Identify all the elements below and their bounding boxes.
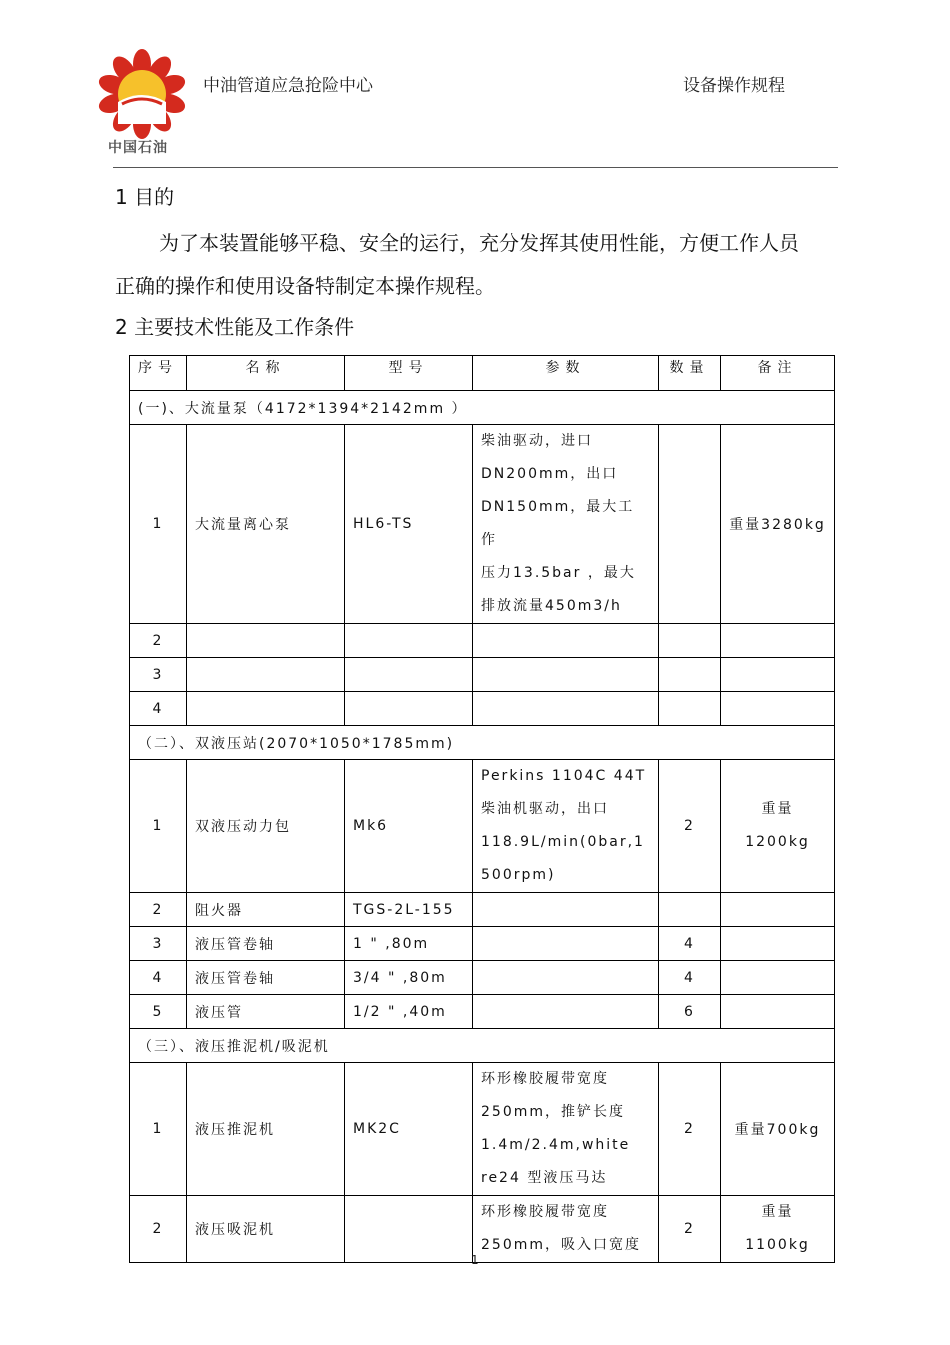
param-line: 500rpm) [481, 867, 556, 883]
cell-note [721, 760, 835, 893]
cell-note [721, 995, 835, 1029]
param-line: 排放流量450m3/h [481, 598, 622, 614]
cell-name: 液压管卷轴 [187, 961, 345, 995]
note-line: 重量 [761, 801, 794, 817]
cell-no: 1 [130, 760, 187, 893]
group-row [130, 1029, 835, 1063]
cell-note [721, 961, 835, 995]
section-2-title: 2 主要技术性能及工作条件 [115, 315, 355, 339]
table-row [130, 961, 835, 995]
param-line: 250mm，吸入口宽度 [481, 1237, 641, 1253]
organization-name: 中油管道应急抢险中心 [203, 76, 373, 96]
param-line: DN200mm，出口 [481, 466, 619, 482]
table-row [130, 760, 835, 893]
cell-model: 1/2 " ,40m [345, 995, 473, 1029]
cell-name: 双液压动力包 [187, 760, 345, 893]
cell-no: 4 [130, 961, 187, 995]
cell-model: TGS-2L-155 [345, 893, 473, 927]
cell-params [473, 425, 659, 624]
table-header-row [130, 356, 835, 391]
param-line: 压力13.5bar ，最大 [481, 565, 636, 581]
note-line: 重量 [761, 1204, 794, 1220]
cell-qty: 4 [659, 961, 721, 995]
cell-note [721, 927, 835, 961]
cell-no: 2 [130, 624, 187, 658]
section-1-title: 1 目的 [115, 185, 175, 209]
cell-model: HL6-TS [345, 425, 473, 624]
cell-model: 1 " ,80m [345, 927, 473, 961]
cell-params [473, 760, 659, 893]
header-cell: 数量 [659, 356, 721, 391]
cell-qty [659, 425, 721, 624]
cell-name: 液压管 [187, 995, 345, 1029]
param-line: 环形橡胶履带宽度 [481, 1204, 609, 1220]
group-title: (一)、大流量泵（4172*1394*2142mm ） [130, 391, 835, 425]
param-line: re24 型液压马达 [481, 1170, 608, 1186]
cell-qty: 6 [659, 995, 721, 1029]
group-row [130, 726, 835, 760]
param-line: Perkins 1104C 44T [481, 768, 647, 784]
header-cell: 名称 [187, 356, 345, 391]
cell-params [473, 1196, 659, 1263]
cell-note: 重量3280kg [721, 425, 835, 624]
document-type: 设备操作规程 [683, 76, 785, 96]
cell-model [345, 1196, 473, 1263]
header-cell: 参数 [473, 356, 659, 391]
header-divider [113, 167, 838, 168]
group-title: （二）、双液压站(2070*1050*1785mm) [130, 726, 835, 760]
cell-name: 液压吸泥机 [187, 1196, 345, 1263]
cell-no: 2 [130, 893, 187, 927]
note-line: 1200kg [745, 834, 810, 850]
section-1-text: 为了本装置能够平稳、安全的运行，充分发挥其使用性能，方便工作人员正确的操作和使用设备特制定本操作规程。 [115, 231, 799, 298]
param-line: 柴油机驱动，出口 [481, 801, 609, 817]
section-1-body [115, 222, 815, 308]
cell-no: 1 [130, 425, 187, 624]
group-title: （三）、液压推泥机/吸泥机 [130, 1029, 835, 1063]
header-cell: 型号 [345, 356, 473, 391]
cell-note [721, 893, 835, 927]
table-row [130, 927, 835, 961]
logo-text: 中国石油 [108, 140, 168, 156]
header-cell: 备注 [721, 356, 835, 391]
cell-name: 阻火器 [187, 893, 345, 927]
cell-note: 重量700kg [721, 1063, 835, 1196]
table-row [130, 1063, 835, 1196]
cell-qty [659, 893, 721, 927]
cell-no: 3 [130, 927, 187, 961]
param-line: 250mm，推铲长度 [481, 1104, 625, 1120]
cell-no: 3 [130, 658, 187, 692]
cell-qty: 2 [659, 1196, 721, 1263]
table-row [130, 692, 835, 726]
cell-no: 2 [130, 1196, 187, 1263]
cell-name: 液压推泥机 [187, 1063, 345, 1196]
table-row [130, 624, 835, 658]
param-line: 118.9L/min(0bar,1 [481, 834, 645, 850]
cell-no: 4 [130, 692, 187, 726]
table-row [130, 1196, 835, 1263]
param-line: DN150mm，最大工作 [481, 499, 635, 548]
cell-note [721, 1196, 835, 1263]
logo-emblem-icon [94, 46, 190, 142]
table-row [130, 995, 835, 1029]
cell-no: 5 [130, 995, 187, 1029]
cell-qty: 4 [659, 927, 721, 961]
header-cell: 序号 [130, 356, 187, 391]
param-line: 1.4m/2.4m,white [481, 1137, 631, 1153]
param-line: 柴油驱动，进口 [481, 433, 593, 449]
cell-qty: 2 [659, 760, 721, 893]
equipment-spec-table [129, 355, 835, 1263]
cell-params [473, 1063, 659, 1196]
param-line: 环形橡胶履带宽度 [481, 1071, 609, 1087]
cell-qty: 2 [659, 1063, 721, 1196]
table-row [130, 893, 835, 927]
cell-model: Mk6 [345, 760, 473, 893]
table-row [130, 658, 835, 692]
page-number: 1 [471, 1253, 479, 1267]
cell-model: MK2C [345, 1063, 473, 1196]
cell-name: 大流量离心泵 [187, 425, 345, 624]
table-row [130, 425, 835, 624]
cell-model: 3/4 " ,80m [345, 961, 473, 995]
group-row [130, 391, 835, 425]
cell-name: 液压管卷轴 [187, 927, 345, 961]
note-line: 1100kg [745, 1237, 810, 1253]
cell-no: 1 [130, 1063, 187, 1196]
